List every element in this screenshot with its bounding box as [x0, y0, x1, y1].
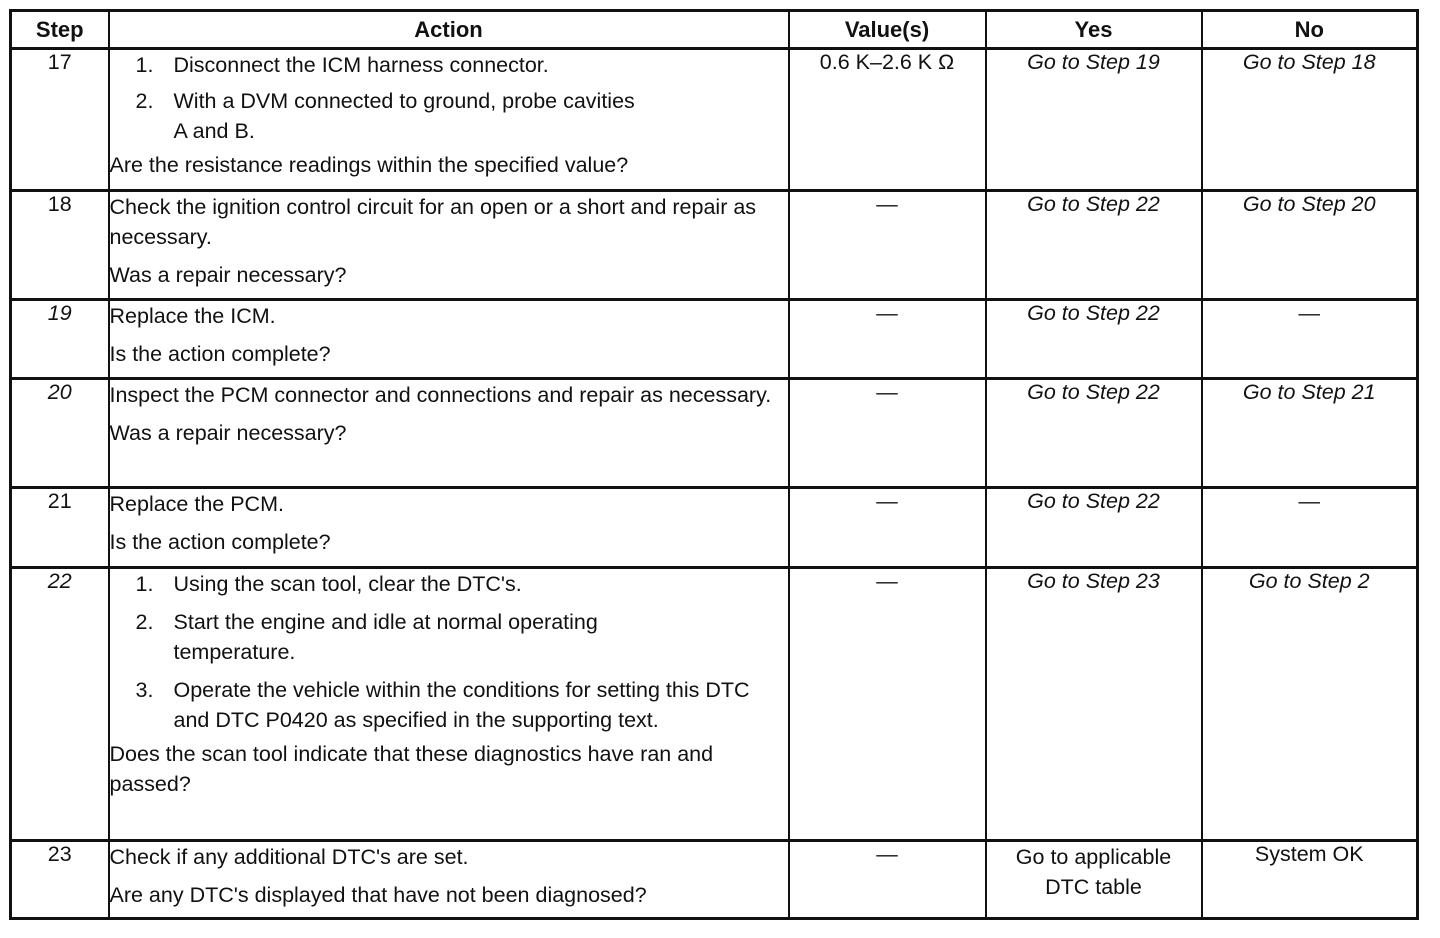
yes-cell: [986, 379, 1202, 488]
table-row-step-22: [11, 567, 1418, 840]
header-action: Action: [109, 11, 789, 49]
value-cell: —: [789, 567, 986, 840]
action-question: Does the scan tool indicate that these diagnostics have ran and passed?: [109, 741, 714, 796]
yes-link: Go to Step 23: [1027, 568, 1160, 593]
yes-cell: [986, 488, 1202, 567]
action-step: [110, 675, 788, 735]
header-no: No: [1202, 11, 1418, 49]
action-step-number: 2.: [135, 609, 154, 634]
yes-link: Go to Step 22: [1027, 301, 1160, 326]
table-row-step-17: [11, 49, 1418, 191]
action-question: Are any DTC's displayed that have not been diagnosed?: [109, 882, 647, 907]
no-text: System OK: [1254, 841, 1364, 866]
action-text: Check if any additional DTC's are set.: [109, 844, 469, 869]
no-link: Go to Step 21: [1242, 380, 1376, 405]
yes-text: Go to applicable DTC table: [1015, 844, 1172, 899]
yes-link: Go to Step 22: [1027, 489, 1160, 514]
value-cell: —: [789, 840, 986, 918]
action-question: Is the action complete?: [109, 530, 331, 555]
yes-cell: [986, 300, 1202, 379]
action-question: Are the resistance readings within the specified value?: [109, 153, 629, 177]
header-values: Value(s): [789, 11, 986, 49]
action-step-number: 1.: [135, 53, 154, 77]
action-question: Was a repair necessary?: [109, 421, 347, 446]
table-row-step-18: [11, 191, 1418, 300]
action-cell: [109, 49, 789, 191]
table-row-step-21: [11, 488, 1418, 567]
header-row: [11, 11, 1418, 49]
action-cell: [109, 300, 789, 379]
value-cell: —: [789, 488, 986, 567]
yes-link: Go to Step 22: [1027, 192, 1160, 217]
action-steps: [110, 569, 788, 735]
no-link: Go to Step 18: [1242, 50, 1376, 74]
yes-cell: [986, 191, 1202, 300]
action-cell: [109, 567, 789, 840]
action-step-number: 1.: [135, 571, 154, 596]
action-cell: [109, 379, 789, 488]
no-cell: [1202, 488, 1418, 567]
yes-cell: [986, 567, 1202, 840]
action-step: [110, 50, 788, 80]
action-cell: [109, 191, 789, 300]
value-cell: —: [789, 379, 986, 488]
no-cell: [1202, 567, 1418, 840]
action-step: [110, 569, 788, 599]
action-step-text: Disconnect the ICM harness connector.: [173, 53, 549, 77]
value-cell: 0.6 K–2.6 K Ω: [789, 49, 986, 191]
action-step: [110, 607, 788, 667]
no-cell: [1202, 840, 1418, 918]
table-row-step-20: [11, 379, 1418, 488]
action-question: Was a repair necessary?: [109, 263, 347, 288]
diagnostic-table: [9, 9, 1419, 920]
action-step-text: Using the scan tool, clear the DTC's.: [173, 571, 522, 596]
value-cell: —: [789, 191, 986, 300]
no-link: Go to Step 2: [1248, 568, 1370, 593]
action-text: Check the ignition control circuit for an open or a short and repair as necessary.: [109, 195, 757, 250]
yes-cell: [986, 840, 1202, 918]
action-step-text: With a DVM connected to ground, probe cavities A and B.: [173, 89, 635, 143]
no-dash: —: [1298, 489, 1320, 514]
action-step: [110, 86, 788, 146]
yes-cell: [986, 49, 1202, 191]
table-row-step-23: [11, 840, 1418, 918]
no-cell: [1202, 191, 1418, 300]
action-step-number: 2.: [135, 89, 154, 113]
action-steps: [110, 50, 788, 146]
action-cell: [109, 488, 789, 567]
action-step-text: Start the engine and idle at normal operating temperature.: [173, 609, 598, 664]
step-number: 17: [11, 49, 109, 191]
no-dash: —: [1298, 301, 1320, 326]
action-step-number: 3.: [135, 677, 154, 702]
action-question: Is the action complete?: [109, 342, 331, 367]
yes-link: Go to Step 22: [1027, 380, 1160, 405]
action-step-text: Operate the vehicle within the conditions for setting this DTC and DTC P0420 as specified in the supporting text.: [173, 677, 750, 732]
step-number: 21: [11, 488, 109, 567]
step-number: 20: [11, 379, 109, 488]
no-cell: [1202, 49, 1418, 191]
no-link: Go to Step 20: [1242, 192, 1376, 217]
value-cell: —: [789, 300, 986, 379]
no-cell: [1202, 300, 1418, 379]
action-cell: [109, 840, 789, 918]
step-number: 23: [11, 840, 109, 918]
step-number: 18: [11, 191, 109, 300]
no-cell: [1202, 379, 1418, 488]
action-text: Replace the PCM.: [109, 492, 284, 517]
header-yes: Yes: [986, 11, 1202, 49]
step-number: 19: [11, 300, 109, 379]
action-text: Replace the ICM.: [109, 304, 276, 329]
action-text: Inspect the PCM connector and connections and repair as necessary.: [109, 383, 772, 408]
header-step: Step: [11, 11, 109, 49]
yes-link: Go to Step 19: [1027, 50, 1160, 74]
table-row-step-19: [11, 300, 1418, 379]
step-number: 22: [11, 567, 109, 840]
